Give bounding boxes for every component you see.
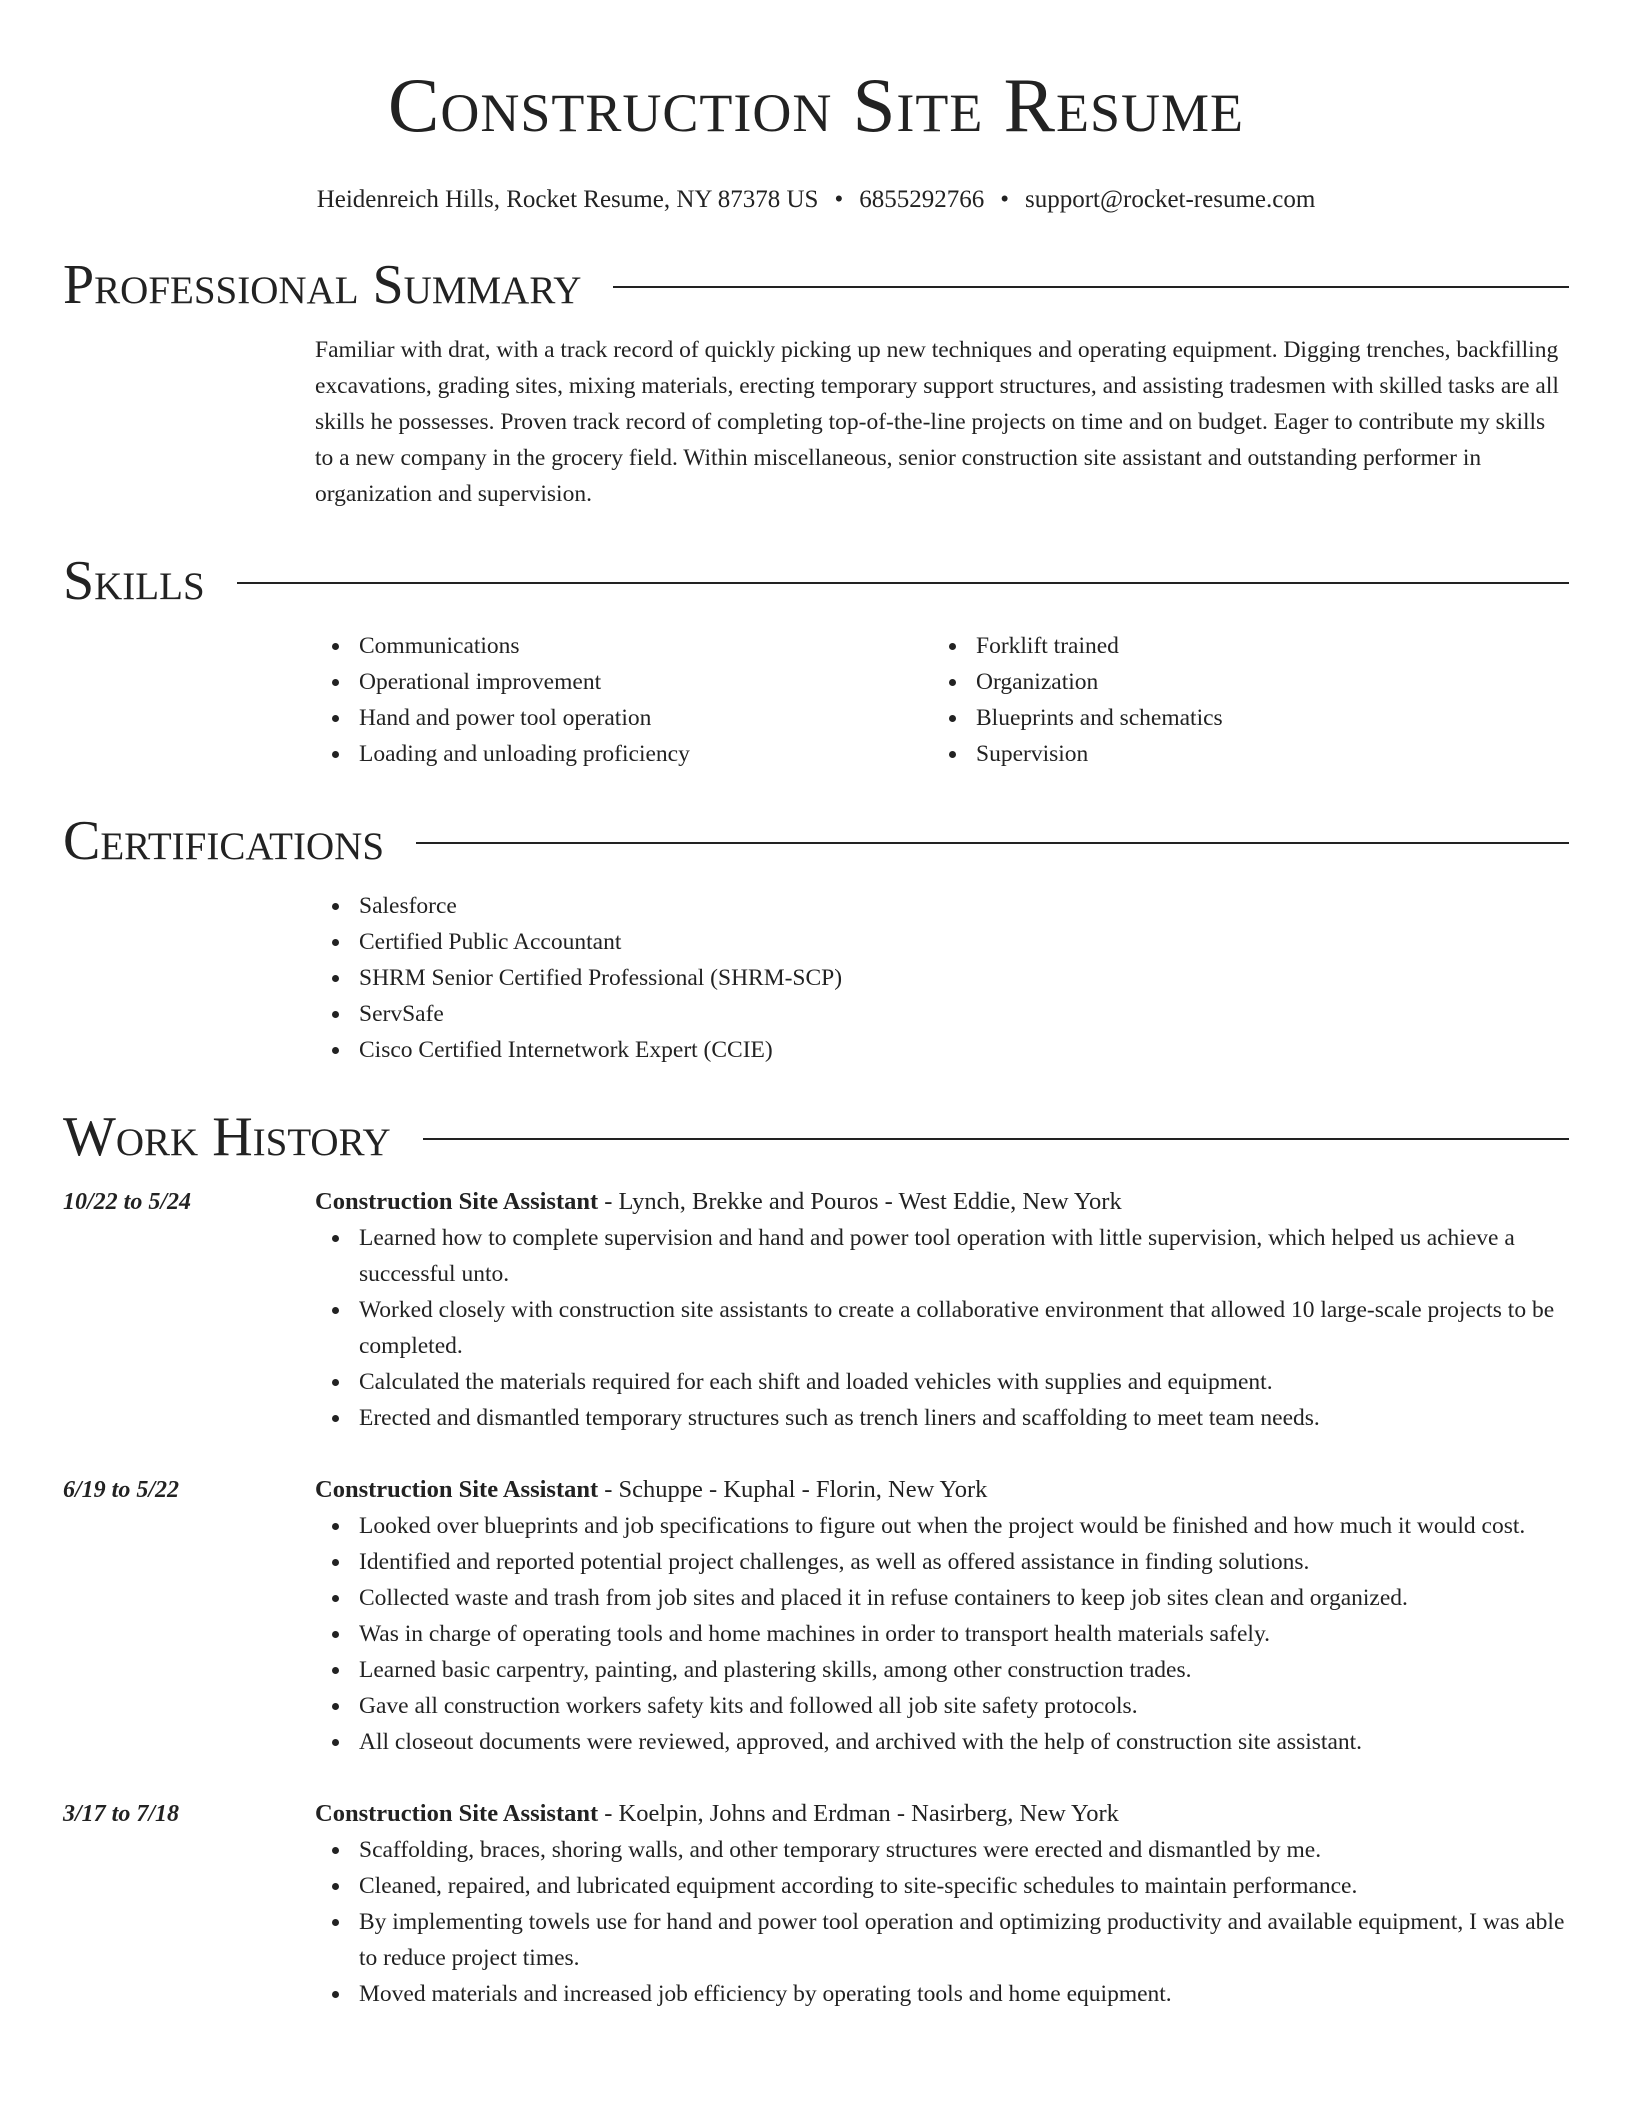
section-rule bbox=[423, 1138, 1569, 1140]
certification-item: SHRM Senior Certified Professional (SHRM-SCP) bbox=[315, 960, 1569, 996]
job-employer: - Schuppe - Kuphal - Florin, New York bbox=[598, 1476, 988, 1503]
job-bullet: Calculated the materials required for each shift and loaded vehicles with supplies and equipment. bbox=[315, 1364, 1569, 1400]
section-title: Work History bbox=[63, 1106, 391, 1168]
skill-item: Organization bbox=[932, 664, 1569, 700]
certification-item: Salesforce bbox=[315, 888, 1569, 924]
job-bullets bbox=[315, 1832, 1569, 2012]
section-header bbox=[63, 1104, 1569, 1170]
skills-list-left bbox=[315, 628, 932, 772]
job-bullet: Gave all construction workers safety kits and followed all job site safety protocols. bbox=[315, 1688, 1569, 1724]
job-bullet: Moved materials and increased job efficiency by operating tools and home equipment. bbox=[315, 1976, 1569, 2012]
section-header bbox=[63, 808, 1569, 874]
contact-separator: • bbox=[834, 186, 844, 213]
job-entry bbox=[63, 1472, 1569, 1760]
contact-line bbox=[63, 184, 1569, 216]
job-heading bbox=[315, 1184, 1569, 1220]
section-rule bbox=[237, 582, 1569, 584]
job-main bbox=[315, 1184, 1569, 1436]
job-heading bbox=[315, 1472, 1569, 1508]
job-bullet: All closeout documents were reviewed, approved, and archived with the help of construction site assistant. bbox=[315, 1724, 1569, 1760]
job-dates: 3/17 to 7/18 bbox=[63, 1801, 180, 1827]
job-bullets bbox=[315, 1508, 1569, 1760]
certification-item: Cisco Certified Internetwork Expert (CCIE) bbox=[315, 1032, 1569, 1068]
job-bullets bbox=[315, 1220, 1569, 1436]
job-entry bbox=[63, 1796, 1569, 2012]
job-title: Construction Site Assistant bbox=[315, 1800, 599, 1827]
skill-item: Supervision bbox=[932, 736, 1569, 772]
summary-section bbox=[63, 252, 1569, 512]
certification-item: ServSafe bbox=[315, 996, 1569, 1032]
job-bullet: Identified and reported potential project challenges, as well as offered assistance in finding solutions. bbox=[315, 1544, 1569, 1580]
skill-item: Blueprints and schematics bbox=[932, 700, 1569, 736]
contact-separator: • bbox=[1000, 186, 1009, 213]
contact-email: support@rocket-resume.com bbox=[1025, 186, 1316, 213]
job-entry bbox=[63, 1184, 1569, 1436]
job-bullet: Learned basic carpentry, painting, and plastering skills, among other construction trades. bbox=[315, 1652, 1569, 1688]
job-dates: 6/19 to 5/22 bbox=[63, 1477, 180, 1503]
skill-item: Forklift trained bbox=[932, 628, 1569, 664]
certification-item: Certified Public Accountant bbox=[315, 924, 1569, 960]
job-bullet: Erected and dismantled temporary structures such as trench liners and scaffolding to meet team needs. bbox=[315, 1400, 1569, 1436]
contact-phone: 6855292766 bbox=[859, 186, 985, 213]
job-bullet: Cleaned, repaired, and lubricated equipment according to site-specific schedules to maintain performance. bbox=[315, 1868, 1569, 1904]
resume-name: Construction Site Resume bbox=[387, 62, 1244, 148]
job-title: Construction Site Assistant bbox=[315, 1188, 599, 1215]
section-header bbox=[63, 252, 1569, 318]
skill-item: Loading and unloading proficiency bbox=[315, 736, 932, 772]
job-dates: 10/22 to 5/24 bbox=[63, 1189, 192, 1215]
job-main bbox=[315, 1796, 1569, 2012]
job-main bbox=[315, 1472, 1569, 1760]
section-rule bbox=[613, 286, 1569, 288]
section-header bbox=[63, 548, 1569, 614]
job-bullet: Worked closely with construction site assistants to create a collaborative environment that allowed 10 large-scale projects to be completed. bbox=[315, 1292, 1569, 1364]
skills-section bbox=[63, 548, 1569, 772]
job-bullet: Collected waste and trash from job sites and placed it in refuse containers to keep job sites clean and organized. bbox=[315, 1580, 1569, 1616]
section-title: Certifications bbox=[63, 810, 385, 872]
job-bullet: Was in charge of operating tools and home machines in order to transport health materials safely. bbox=[315, 1616, 1569, 1652]
certifications-body bbox=[315, 888, 1569, 1068]
section-title: Skills bbox=[63, 550, 205, 612]
skill-item: Hand and power tool operation bbox=[315, 700, 932, 736]
section-title: Professional Summary bbox=[63, 254, 582, 316]
skills-grid bbox=[315, 628, 1569, 772]
job-bullet: Looked over blueprints and job specifications to figure out when the project would be finished and how much it would cost. bbox=[315, 1508, 1569, 1544]
section-rule bbox=[416, 842, 1569, 844]
work-history-section bbox=[63, 1104, 1569, 2012]
skills-list-right bbox=[932, 628, 1569, 772]
job-employer: - Lynch, Brekke and Pouros - West Eddie, New York bbox=[598, 1188, 1122, 1215]
job-bullet: By implementing towels use for hand and power tool operation and optimizing productivity and available equipment, I was able to reduce project times. bbox=[315, 1904, 1569, 1976]
job-employer: - Koelpin, Johns and Erdman - Nasirberg, New York bbox=[598, 1800, 1119, 1827]
job-heading bbox=[315, 1796, 1569, 1832]
summary-text: Familiar with drat, with a track record of quickly picking up new techniques and operating equipment. Digging trenches, backfilling excavations, grading sites, mixing materials, erecting temporary support structures, and assisting tradesmen with skilled tasks are all skills he possesses. Proven track record of completing top-of-the-line projects on time and on budget. Eager to contribute my skills to a new company in the grocery field. Within miscellaneous, senior construction site assistant and outstanding performer in organization and supervision. bbox=[315, 337, 1559, 507]
certifications-section bbox=[63, 808, 1569, 1068]
job-bullet: Scaffolding, braces, shoring walls, and other temporary structures were erected and dismantled by me. bbox=[315, 1832, 1569, 1868]
job-bullet: Learned how to complete supervision and hand and power tool operation with little supervision, which helped us achieve a successful unto. bbox=[315, 1220, 1569, 1292]
job-title: Construction Site Assistant bbox=[315, 1476, 599, 1503]
skill-item: Operational improvement bbox=[315, 664, 932, 700]
certifications-list bbox=[315, 888, 1569, 1068]
skill-item: Communications bbox=[315, 628, 932, 664]
contact-address: Heidenreich Hills, Rocket Resume, NY 87378 US bbox=[316, 186, 819, 213]
